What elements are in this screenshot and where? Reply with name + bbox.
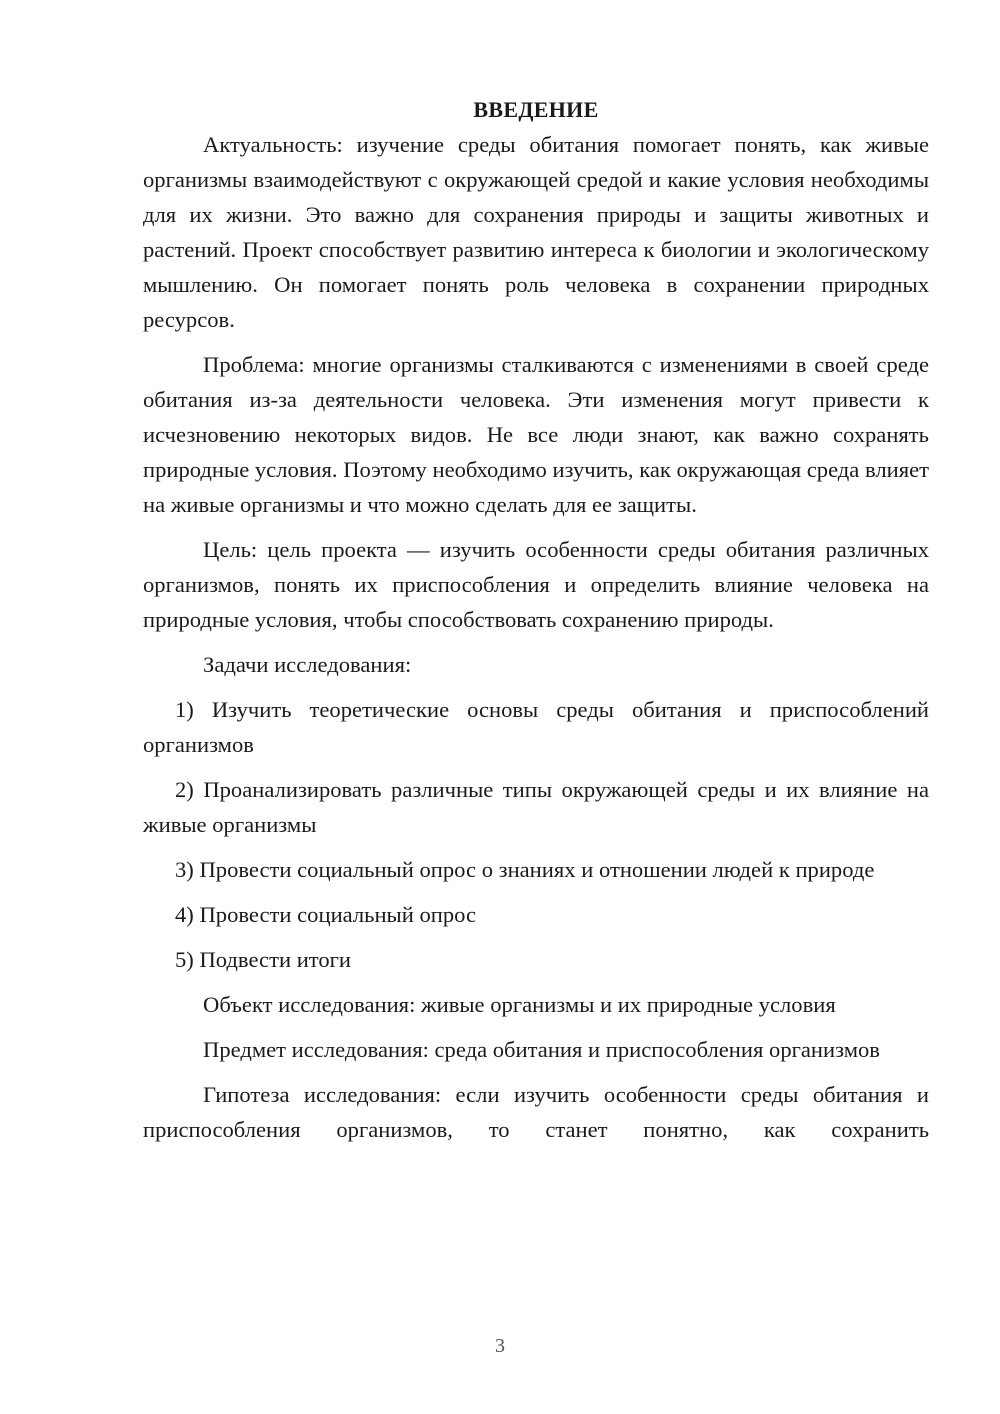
spacer	[143, 932, 929, 942]
spacer	[143, 1022, 929, 1032]
spacer	[143, 887, 929, 897]
subject-paragraph: Предмет исследования: среда обитания и приспособления организмов	[203, 1037, 880, 1062]
spacer	[143, 637, 929, 647]
spacer	[143, 762, 929, 772]
task-item-1: 1) Изучить теоретические основы среды обитания и приспособлений организмов	[143, 697, 929, 757]
spacer	[143, 682, 929, 692]
goal-paragraph: Цель: цель проекта — изучить особенности среды обитания различных организмов, понять их приспособления и определить влияние человека на природные условия, чтобы способствовать сохранению природы.	[143, 537, 929, 632]
spacer	[143, 522, 929, 532]
tasks-title: Задачи исследования:	[203, 652, 412, 677]
section-heading: ВВЕДЕНИЕ	[473, 97, 599, 122]
document-page	[143, 92, 929, 1147]
spacer	[143, 977, 929, 987]
task-item-4: 4) Провести социальный опрос	[175, 902, 477, 927]
object-paragraph: Объект исследования: живые организмы и их природные условия	[203, 992, 836, 1017]
spacer	[143, 1067, 929, 1077]
relevance-paragraph: Актуальность: изучение среды обитания помогает понять, как живые организмы взаимодействуют с окружающей средой и какие условия необходимы для их жизни. Это важно для сохранения природы и защиты животных и растений. Проект способствует развитию интереса к биологии и экологическому мышлению. Он помогает понять роль человека в сохранении природных ресурсов.	[143, 132, 929, 332]
spacer	[143, 842, 929, 852]
task-item-3: 3) Провести социальный опрос о знаниях и отношении людей к природе	[175, 857, 875, 882]
hypothesis-paragraph: Гипотеза исследования: если изучить особенности среды обитания и приспособления организмов, то станет понятно, как сохранить	[143, 1082, 929, 1142]
task-item-5: 5) Подвести итоги	[175, 947, 352, 972]
page-number: 3	[495, 1335, 505, 1357]
task-item-2: 2) Проанализировать различные типы окружающей среды и их влияние на живые организмы	[143, 777, 929, 837]
spacer	[143, 337, 929, 347]
problem-paragraph: Проблема: многие организмы сталкиваются с изменениями в своей среде обитания из-за деятельности человека. Эти изменения могут привести к исчезновению некоторых видов. Не все люди знают, как важно сохранять природные условия. Поэтому необходимо изучить, как окружающая среда влияет на живые организмы и что можно сделать для ее защиты.	[143, 352, 930, 517]
